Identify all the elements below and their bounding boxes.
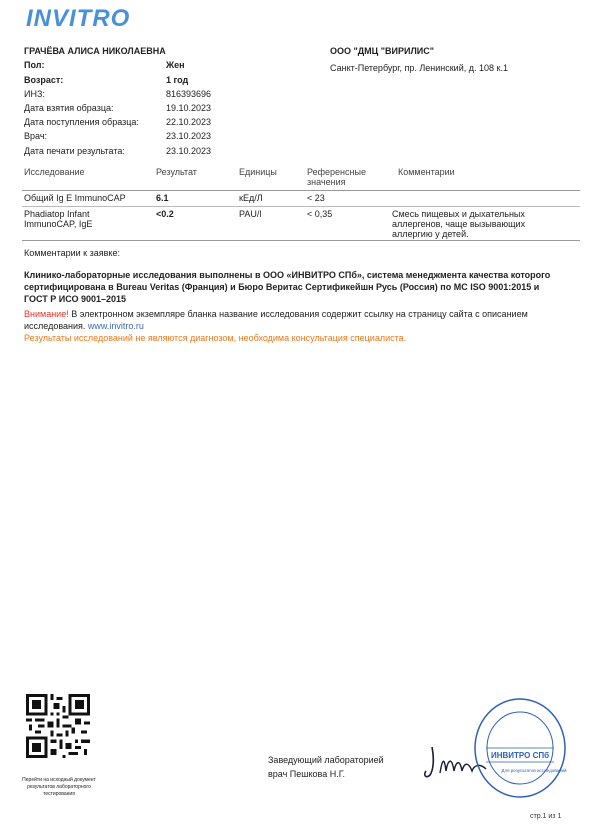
row-divider	[22, 206, 580, 207]
units-value: PAU/l	[239, 209, 262, 219]
stamp-text: ИНВИТРО СПб	[490, 751, 550, 760]
head-line-1: Заведующий лабораторией	[268, 755, 384, 765]
receipt-date-label: Дата поступления образца:	[24, 117, 139, 127]
table-row	[0, 193, 600, 205]
col-result: Результат	[156, 167, 197, 177]
sample-date-label: Дата взятия образца:	[24, 103, 114, 113]
col-comment: Комментарии	[398, 167, 455, 177]
lab-address: Санкт-Петербург, пр. Ленинский, д. 108 к.1	[330, 63, 508, 73]
cert-line-1: Клинико-лабораторные исследования выполнены в ООО «ИНВИТРО СПб», система менеджмента качества которого	[24, 270, 551, 280]
warning-label: Внимание!	[24, 309, 69, 319]
age-label: Возраст:	[24, 75, 64, 85]
certification-text	[24, 269, 580, 305]
table-bottom-divider	[22, 240, 580, 241]
comment-line-1: Смесь пищевых и дыхательных	[392, 209, 525, 219]
table-row	[0, 209, 600, 241]
col-test: Исследование	[24, 167, 85, 177]
cert-line-3: ГОСТ Р ИСО 9001–2015	[24, 294, 127, 304]
col-ref-1: Референсные	[307, 167, 366, 177]
head-of-lab	[268, 753, 384, 781]
sex-label: Пол:	[24, 60, 45, 70]
inz-label: ИНЗ:	[24, 89, 45, 99]
print-date-value: 23.10.2023	[166, 146, 212, 156]
lab-stamp	[472, 696, 568, 800]
head-line-2: врач Пешкова Н.Г.	[268, 769, 345, 779]
units-value: кЕд/Л	[239, 193, 263, 203]
test-name-line2[interactable]: ImmunoCAP, IgE	[24, 219, 93, 229]
test-name[interactable]: Общий Ig E ImmunoCAP	[24, 193, 126, 203]
print-date-label: Дата печати результата:	[24, 146, 125, 156]
warning-text-2: исследования.	[24, 321, 88, 331]
col-ref-2: значения	[307, 177, 346, 187]
patient-name: ГРАЧЁВА АЛИСА НИКОЛАЕВНА	[24, 46, 166, 56]
diagnosis-notice: Результаты исследований не являются диагнозом, необходима консультация специалиста.	[24, 333, 407, 343]
comment-line-2: аллергенов, чаще вызывающих	[392, 219, 526, 229]
result-value: <0.2	[156, 209, 174, 219]
doctor-value: 23.10.2023	[166, 131, 212, 141]
invitro-link[interactable]: www.invitro.ru	[87, 321, 144, 331]
table-divider	[22, 190, 580, 191]
lab-name: ООО "ДМЦ "ВИРИЛИС"	[330, 46, 435, 56]
qr-caption: Перейти на исходный документ результатов лабораторного тестирования	[22, 777, 96, 797]
comments-title: Комментарии к заявке:	[24, 248, 120, 258]
results-table-header	[0, 167, 600, 187]
col-units: Единицы	[239, 167, 277, 177]
warning-text-1: В электронном экземпляре бланка название исследования содержит ссылку на страницу сайта с описанием	[68, 309, 528, 319]
ref-value: < 23	[307, 193, 325, 203]
inz-value: 816393696	[166, 89, 212, 99]
sex-value: Жен	[166, 60, 185, 70]
sample-date-value: 19.10.2023	[166, 103, 212, 113]
test-name[interactable]: Phadiatop Infant	[24, 209, 90, 219]
qr-code[interactable]	[26, 693, 90, 759]
stamp-sub: Для результатов исследований	[501, 768, 567, 773]
result-value: 6.1	[156, 193, 169, 203]
ref-value: < 0,35	[307, 209, 333, 219]
receipt-date-value: 22.10.2023	[166, 117, 212, 127]
cert-line-2: сертифицирована в Bureau Veritas (Франция) и Бюро Веритас Сертификейшн Русь (Россия) по МС ISO 9001:2015 и	[24, 282, 540, 292]
page-number: стр.1 из 1	[530, 813, 562, 820]
age-value: 1 год	[166, 75, 189, 85]
comment-line-3: аллергию у детей.	[392, 229, 469, 239]
doctor-label: Врач:	[24, 131, 48, 141]
invitro-logo: INVITRO	[26, 5, 131, 32]
warning-text	[24, 308, 580, 332]
